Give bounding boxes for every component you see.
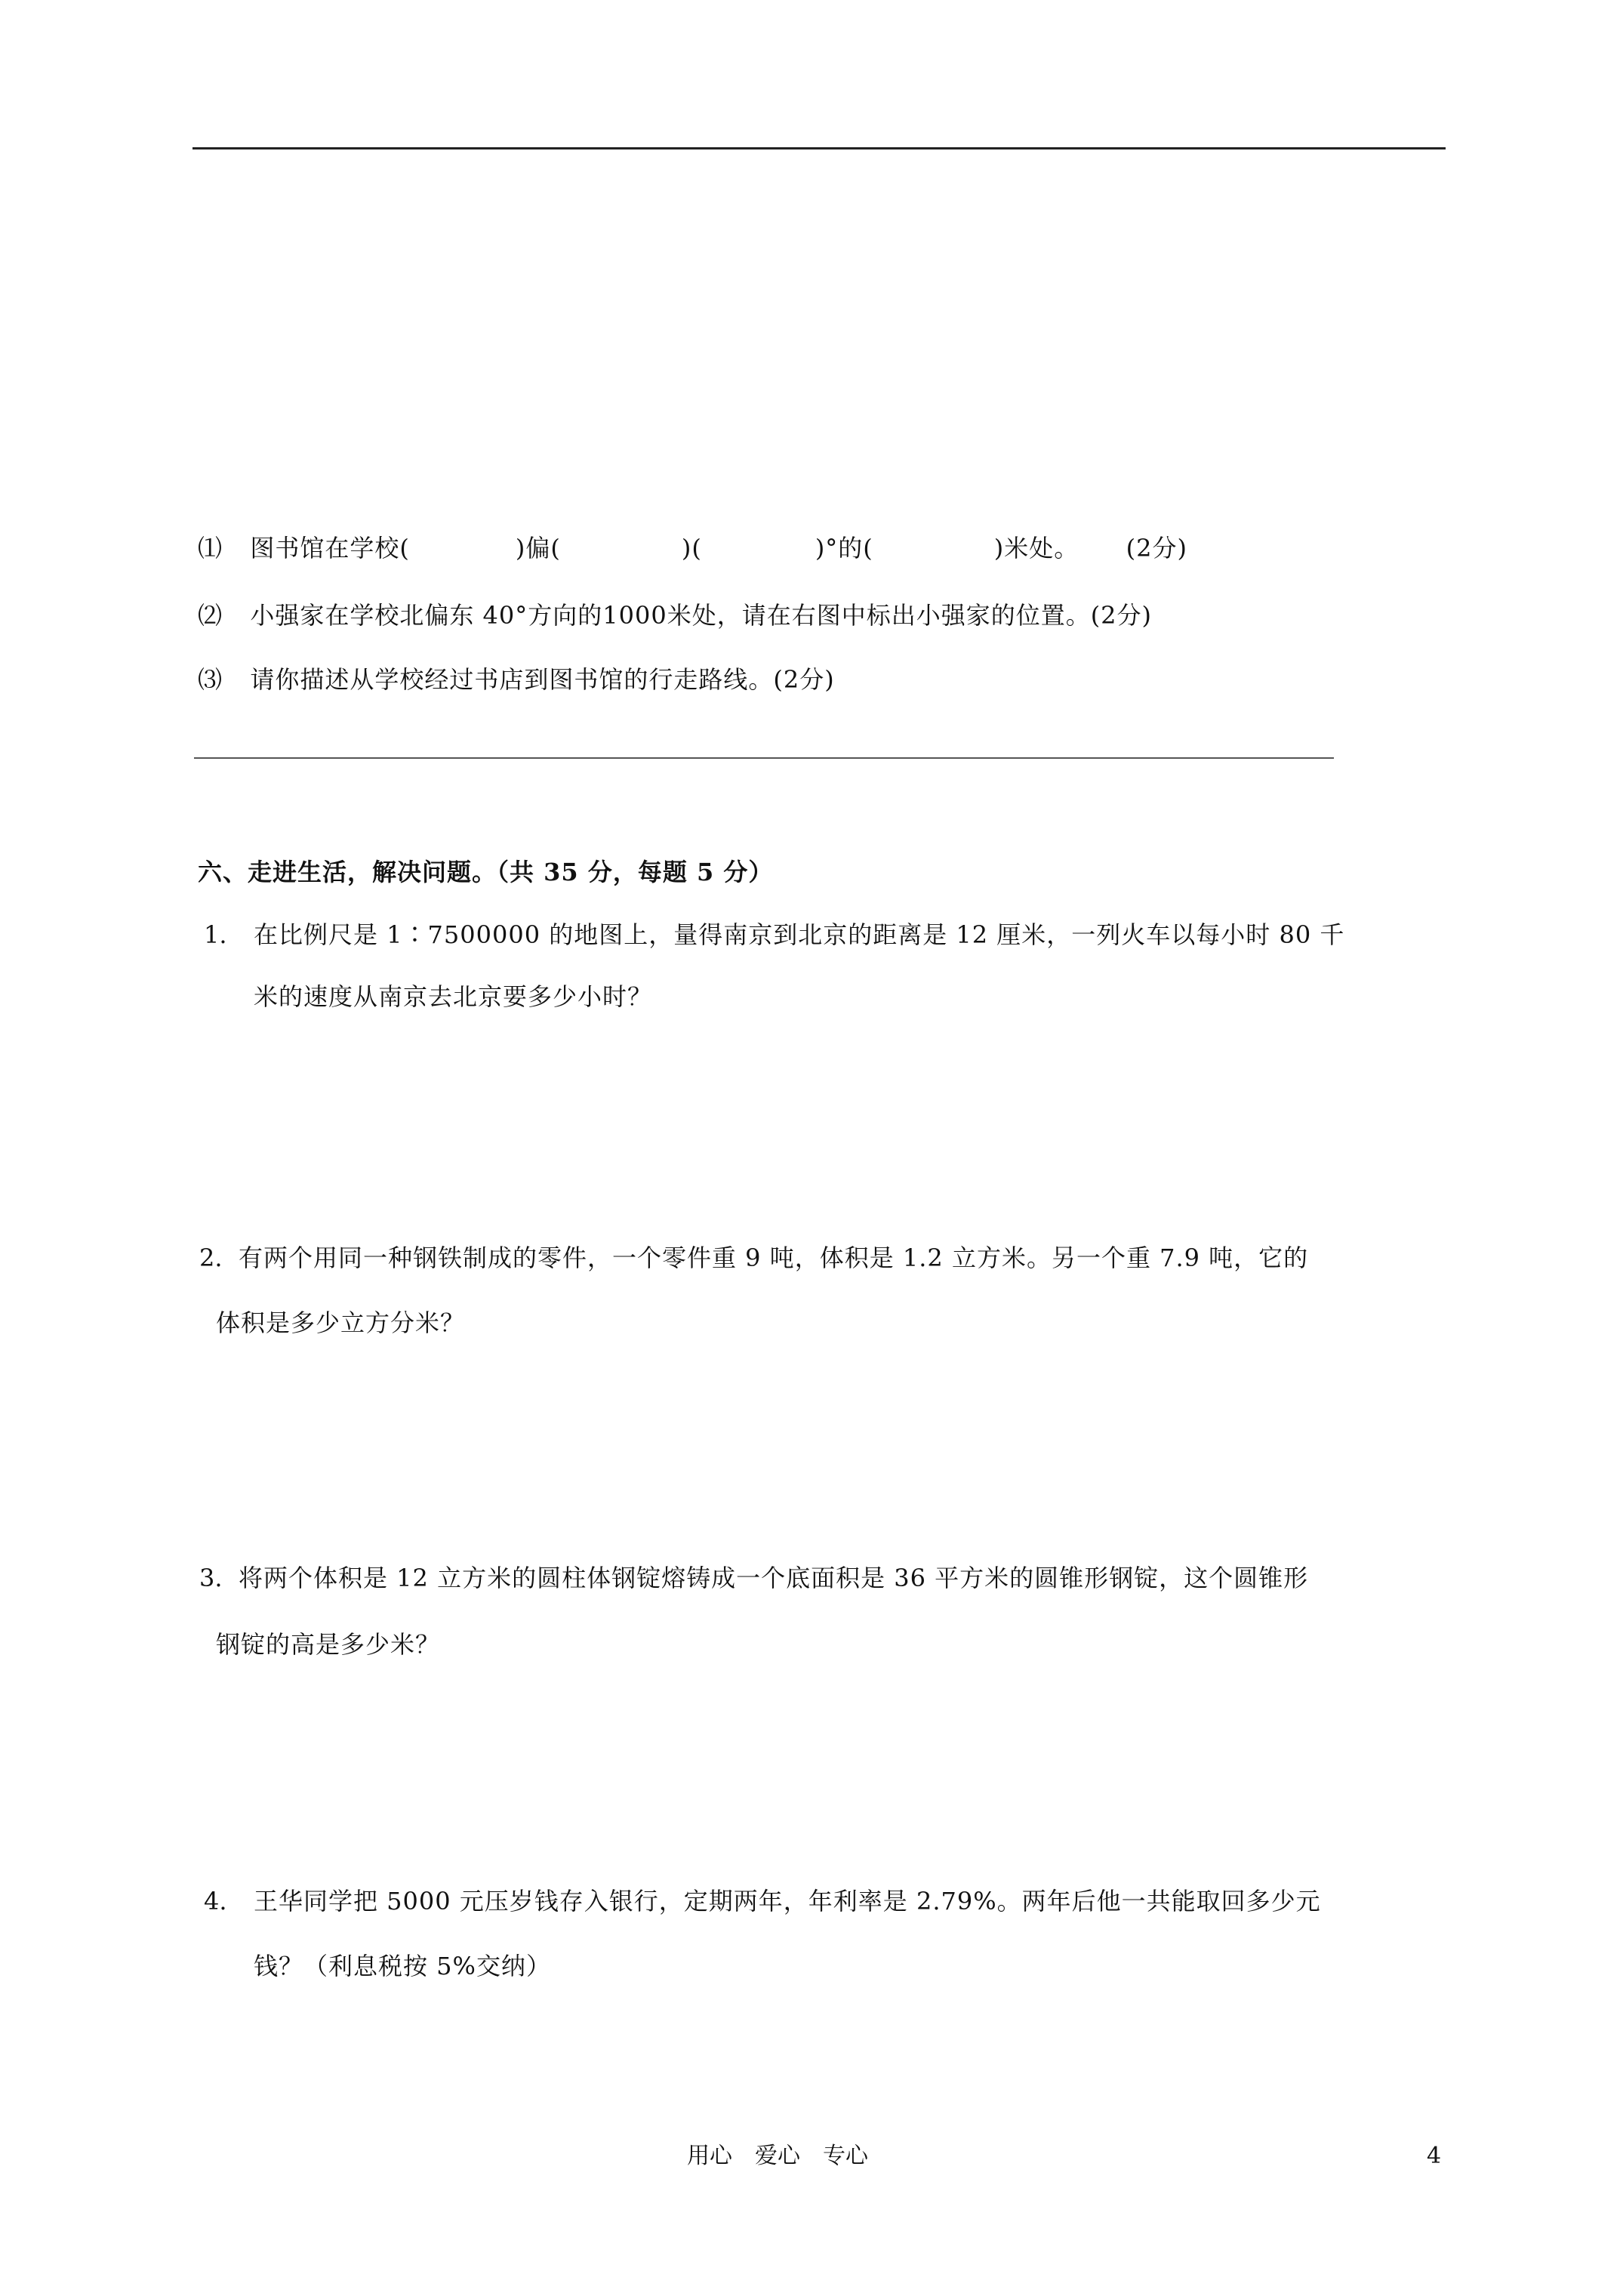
page-number: 4 [1427, 2143, 1442, 2169]
problem-2-line-1: 有两个用同一种钢铁制成的零件，一个零件重 9 吨，体积是 1.2 立方米。另一个重 7.9 吨，它的 [239, 1244, 1309, 1272]
header-rule [192, 147, 1446, 149]
subquestion-1-text-b: )偏( [515, 534, 561, 562]
problem-3-number: 3. [199, 1564, 223, 1592]
subquestion-1-score: (2分) [1126, 534, 1187, 562]
subquestion-1 [198, 533, 1187, 563]
answer-line[interactable] [194, 757, 1334, 759]
problem-1-line-1: 在比例尺是 1∶7500000 的地图上，量得南京到北京的距离是 12 厘米，一列火车以每小时 80 千 [254, 920, 1345, 949]
subquestion-2 [198, 600, 1152, 630]
footer-motto: 用心 爱心 专心 [687, 2143, 868, 2169]
subquestion-1-text-e: )米处。 [993, 534, 1079, 562]
subquestion-1-text-c: )( [681, 534, 702, 562]
problem-1-line-2: 米的速度从南京去北京要多少小时？ [254, 982, 653, 1011]
problem-3-line-2: 钢锭的高是多少米？ [216, 1630, 441, 1659]
subquestion-1-text-d: )°的( [815, 534, 873, 562]
section-heading: 六、走进生活，解决问题。（共 35 分，每题 5 分） [198, 858, 774, 886]
subquestion-1-text-a: 图书馆在学校( [250, 534, 410, 562]
problem-1-number: 1. [204, 920, 227, 949]
subquestion-2-number: ⑵ [198, 601, 223, 630]
problem-4-number: 4. [204, 1887, 227, 1915]
problem-2-line-2: 体积是多少立方分米？ [216, 1308, 466, 1337]
problem-3-line-1: 将两个体积是 12 立方米的圆柱体钢锭熔铸成一个底面积是 36 平方米的圆锥形钢锭，这个圆锥形 [239, 1564, 1309, 1592]
problem-4-line-1: 王华同学把 5000 元压岁钱存入银行，定期两年，年利率是 2.79%。两年后他一共能取回多少元 [254, 1887, 1321, 1915]
problem-4-line-2: 钱？（利息税按 5%交纳） [254, 1952, 551, 1980]
subquestion-1-number: ⑴ [198, 534, 223, 562]
subquestion-3-text: 请你描述从学校经过书店到图书馆的行走路线。(2分) [250, 665, 835, 694]
subquestion-3 [198, 664, 835, 695]
subquestion-2-text: 小强家在学校北偏东 40°方向的1000米处，请在右图中标出小强家的位置。(2分) [250, 601, 1153, 630]
problem-2-number: 2. [199, 1244, 223, 1272]
subquestion-3-number: ⑶ [198, 665, 223, 694]
